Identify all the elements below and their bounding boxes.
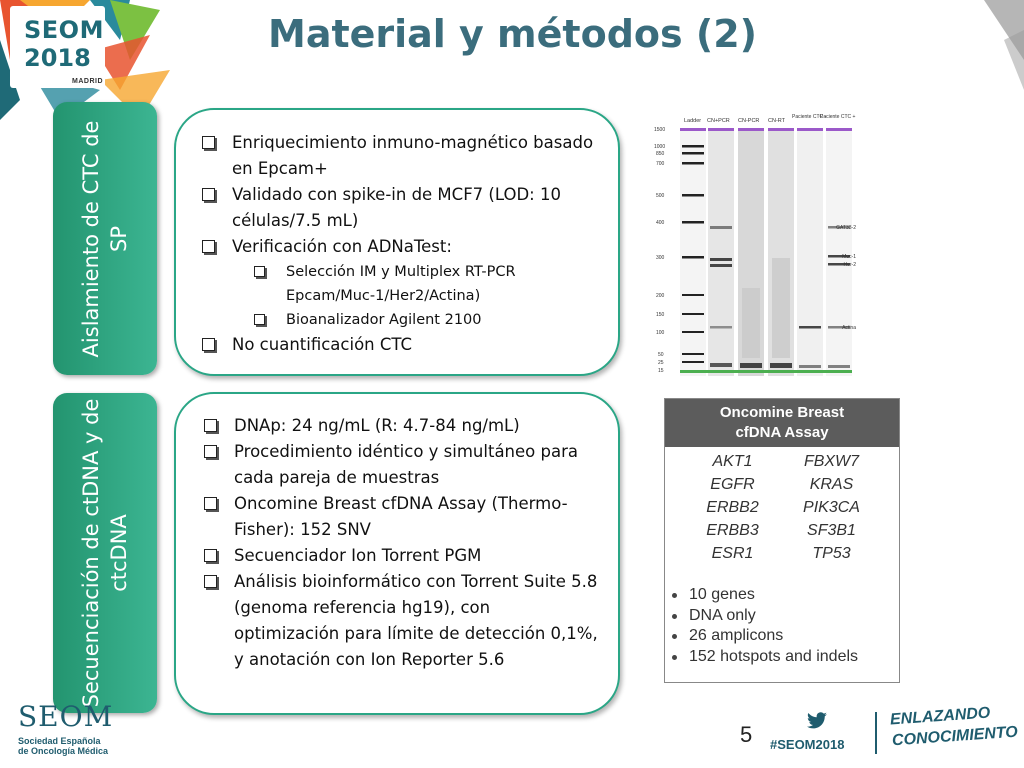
checkbox-bullet-icon: [202, 188, 215, 201]
seom-society-logo: SEOM: [18, 700, 114, 733]
gene-name: KRAS: [809, 476, 854, 493]
bullet-list: [204, 413, 598, 673]
oncomine-title-line1: Oncomine Breast: [719, 404, 845, 421]
oncomine-feature: 26 amplicons: [669, 626, 858, 647]
checkbox-bullet-icon: [202, 136, 215, 149]
gel-size-label: 500: [656, 193, 665, 199]
slide-title: Material y métodos (2): [268, 12, 758, 56]
oncomine-feature: 152 hotspots and indels: [669, 647, 858, 668]
checkbox-bullet-icon: [254, 266, 265, 277]
bullet-item: [202, 332, 598, 358]
bullet-item: [204, 543, 598, 569]
bullet-item: [204, 439, 598, 491]
gel-size-label: 1500: [654, 127, 666, 133]
footer-divider: [875, 712, 877, 754]
bullet-text: Enriquecimiento inmuno-magnético basado en Epcam+: [232, 133, 594, 178]
logo-text-city: MADRID: [72, 78, 103, 85]
gel-electrophoresis-image: [644, 108, 864, 380]
gel-size-label: 15: [658, 368, 664, 374]
seom-2018-logo: [10, 6, 105, 88]
checkbox-bullet-icon: [204, 445, 217, 458]
section-tab-label: Secuenciación de ctDNA y de ctcDNA: [79, 398, 131, 708]
gene-name: PIK3CA: [803, 499, 860, 516]
checkbox-bullet-icon: [204, 575, 217, 588]
gene-name: ERBB2: [706, 499, 759, 516]
bullet-item: [202, 234, 598, 332]
checkbox-bullet-icon: [254, 314, 265, 325]
gel-band-label: GAT33-2: [836, 225, 856, 231]
section-tab-ctc-isolation: [53, 102, 157, 375]
gel-lane-label: CN-PCR: [738, 118, 760, 124]
bullet-item: [204, 569, 598, 673]
gene-name: AKT1: [712, 453, 753, 470]
gel-lane-label: Ladder: [684, 118, 702, 124]
section-box-sequencing: [174, 392, 620, 715]
oncomine-title-line2: cfDNA Assay: [735, 424, 829, 441]
logo-text-year: 2018: [24, 44, 91, 72]
gene-name: TP53: [812, 545, 851, 562]
bullet-text: DNAp: 24 ng/mL (R: 4.7-84 ng/mL): [234, 416, 520, 435]
gel-size-label: 700: [656, 161, 665, 167]
gene-name: EGFR: [710, 476, 755, 493]
gel-size-label: 1000: [654, 144, 666, 150]
seom-society-name-line1: Sociedad Española: [18, 736, 101, 746]
bullet-item: [202, 130, 598, 182]
gel-lane-label: CN-RT: [768, 118, 786, 124]
gene-name: FBXW7: [803, 453, 860, 470]
gel-size-label: 25: [658, 360, 664, 366]
oncomine-header: [665, 399, 899, 447]
checkbox-bullet-icon: [204, 497, 217, 510]
bullet-text: Análisis bioinformático con Torrent Suite 5.8 (genoma referencia hg19), con optimización para límite de detección 0,1%, y anotación con Ion Reporter 5.6: [234, 572, 598, 669]
gel-band-label: Muc-1: [842, 254, 856, 260]
seom-society-name-line2: de Oncología Médica: [18, 746, 109, 756]
checkbox-bullet-icon: [202, 338, 215, 351]
bullet-text: Verificación con ADNaTest:: [232, 237, 452, 256]
section-box-ctc-isolation: [174, 108, 620, 376]
bullet-text: Selección IM y Multiplex RT-PCR Epcam/Muc-1/Her2/Actina): [286, 264, 516, 304]
bullet-text: No cuantificación CTC: [232, 335, 413, 354]
oncomine-assay-panel: [664, 398, 900, 683]
gel-lane-label: Paciente CTC +: [820, 114, 856, 120]
bullet-text: Validado con spike-in de MCF7 (LOD: 10 células/7.5 mL): [232, 185, 561, 230]
oncomine-feature-list: [669, 585, 858, 667]
slogan-line2: CONOCIMIENTO: [891, 723, 1019, 750]
gene-name: ERBB3: [706, 522, 759, 539]
page-number: 5: [740, 722, 753, 747]
gene-name: SF3B1: [807, 522, 856, 539]
sub-bullet-item: [254, 260, 598, 308]
slogan-line1: ENLAZANDO: [889, 704, 991, 729]
gel-size-label: 150: [656, 312, 665, 318]
checkbox-bullet-icon: [204, 419, 217, 432]
section-tab-sequencing: [53, 393, 157, 713]
gel-size-label: 850: [656, 151, 665, 157]
oncomine-gene-grid: [665, 447, 899, 564]
bullet-text: Procedimiento idéntico y simultáneo para cada pareja de muestras: [234, 442, 578, 487]
checkbox-bullet-icon: [202, 240, 215, 253]
gel-size-label: 200: [656, 293, 665, 299]
oncomine-feature: DNA only: [669, 606, 858, 627]
gel-size-label: 50: [658, 352, 664, 358]
twitter-bird-icon: [806, 712, 828, 730]
event-hashtag: #SEOM2018: [770, 737, 845, 752]
bullet-item: [204, 491, 598, 543]
sub-bullet-list: [254, 260, 598, 332]
bullet-text: Bioanalizador Agilent 2100: [286, 312, 482, 328]
gel-size-label: 100: [656, 330, 665, 336]
logo-text-seom: SEOM: [24, 16, 104, 44]
checkbox-bullet-icon: [204, 549, 217, 562]
bullet-list: [202, 130, 598, 358]
bullet-item: [202, 182, 598, 234]
section-tab-label: Aislamiento de CTC de SP: [79, 120, 131, 357]
gel-band-label: Actina: [842, 325, 856, 331]
corner-decoration-top-right: [964, 0, 1024, 90]
bullet-text: Secuenciador Ion Torrent PGM: [234, 546, 482, 565]
gel-band-label: Her-2: [843, 262, 856, 268]
gel-size-label: 300: [656, 255, 665, 261]
bullet-text: Oncomine Breast cfDNA Assay (Thermo-Fisher): 152 SNV: [234, 494, 568, 539]
gel-size-label: 400: [656, 220, 665, 226]
gene-name: ESR1: [711, 545, 754, 562]
bullet-item: [204, 413, 598, 439]
gel-lane-label: Paciente CTC -: [792, 114, 827, 120]
sub-bullet-item: [254, 308, 598, 332]
oncomine-feature: 10 genes: [669, 585, 858, 606]
gel-lane-label: CN+PCR: [707, 118, 730, 124]
